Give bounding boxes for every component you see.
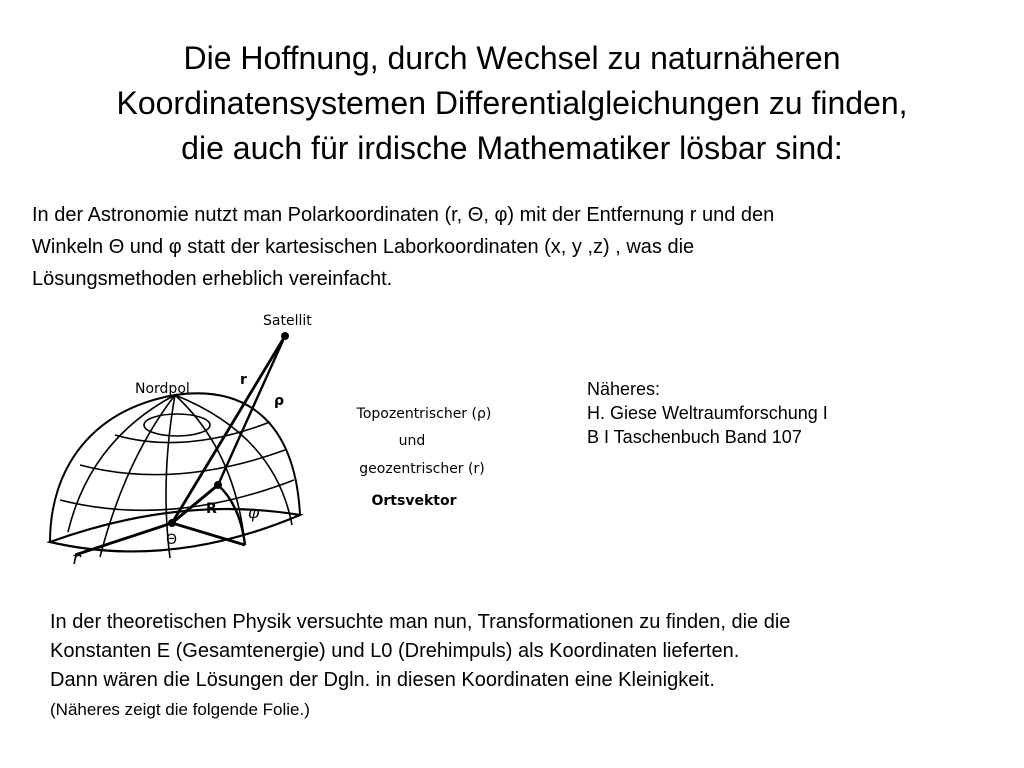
earth-center-point	[168, 519, 176, 527]
figure-caption	[356, 406, 492, 509]
title-line-2: Koordinatensystemen Differentialgleichungen zu finden,	[116, 85, 908, 121]
equator-radius	[172, 523, 245, 545]
r-label: r	[240, 372, 247, 388]
intro-paragraph	[32, 199, 1012, 295]
coordinate-sketch	[30, 300, 530, 585]
R-label: R	[206, 501, 217, 517]
phi-label: φ	[248, 503, 260, 522]
caption-line-1: Topozentrischer (ρ)	[356, 406, 492, 422]
title-line-3: die auch für irdische Mathematiker lösbar sind:	[181, 130, 843, 166]
caption-line-4: Ortsvektor	[371, 493, 457, 509]
theta-label: Θ	[166, 532, 178, 548]
outro-line-2: Konstanten E (Gesamtenergie) und L0 (Drehimpuls) als Koordinaten lieferten.	[50, 640, 740, 662]
outro-line-3: Dann wären die Lösungen der Dgln. in diesen Koordinaten eine Kleinigkeit.	[50, 669, 715, 691]
hemisphere-diagram	[30, 300, 530, 585]
outro-line-1: In der theoretischen Physik versuchte man nun, Transformationen zu finden, die die	[50, 611, 791, 633]
caption-line-2: und	[398, 433, 426, 449]
north-pole-label: Nordpol	[135, 381, 190, 397]
latitude-line	[80, 450, 285, 475]
observer-point	[214, 481, 222, 489]
outro-line-4: (Näheres zeigt die folgende Folie.)	[50, 700, 310, 719]
satellite-point	[281, 332, 289, 340]
reference-line-3: B I Taschenbuch Band 107	[587, 427, 802, 447]
satellite-label: Satellit	[263, 313, 312, 329]
slide-title	[0, 36, 1024, 171]
title-line-1: Die Hoffnung, durch Wechsel zu naturnäheren	[183, 40, 841, 76]
r-lower-label: r	[72, 548, 81, 569]
rho-vector	[218, 336, 285, 485]
reference-line-1: Näheres:	[587, 379, 661, 399]
intro-line-3: Lösungsmethoden erheblich vereinfacht.	[32, 268, 393, 290]
reference-note	[587, 377, 828, 449]
outro-paragraph	[50, 608, 1010, 724]
caption-line-3: geozentrischer (r)	[359, 461, 485, 477]
reference-line-2: H. Giese Weltraumforschung I	[587, 403, 828, 423]
r-vector	[172, 336, 285, 523]
intro-line-1: In der Astronomie nutzt man Polarkoordinaten (r, Θ, φ) mit der Entfernung r und den	[32, 204, 775, 226]
intro-line-2: Winkeln Θ und φ statt der kartesischen Laborkoordinaten (x, y ,z) , was die	[32, 236, 695, 258]
rho-label: ρ	[274, 393, 285, 409]
